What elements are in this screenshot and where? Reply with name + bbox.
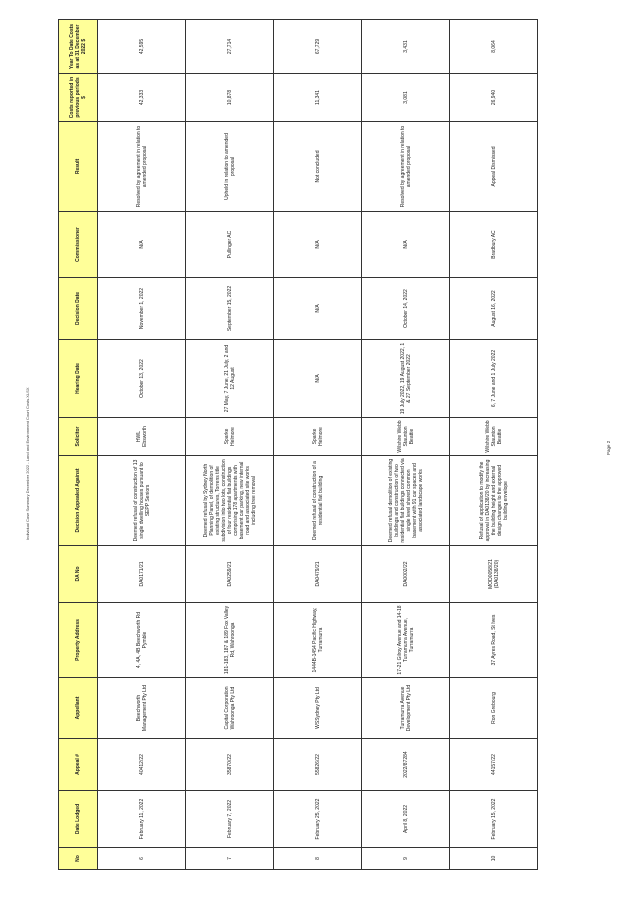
table-cell: Wilshire Webb Staunton Beattie	[362, 418, 450, 456]
table-cell: Pullinger AC	[186, 212, 274, 278]
table-cell: 35870/22	[186, 739, 274, 791]
column-header: Appellant	[59, 678, 98, 739]
table-cell: N/A	[274, 340, 362, 418]
column-header: No	[59, 848, 98, 870]
table-row	[274, 20, 362, 870]
table-cell: 27 May, 7 June, 21 July, 2 and 12 August	[186, 340, 274, 418]
table-cell: Deemed refusal of construction of 13 single dwelling houses pursuant to SEPP Seniors	[98, 456, 186, 546]
table-cell: 2022/87284	[362, 739, 450, 791]
table-cell: 40412/22	[98, 739, 186, 791]
table-cell: 4, 4A, 4B Beechworth Rd Pymble	[98, 603, 186, 678]
column-header: Costs reported in previous periods $	[59, 74, 98, 122]
table-cell: 11,341	[274, 74, 362, 122]
table-cell: DA0479/21	[274, 546, 362, 603]
column-header: Hearing Date	[59, 340, 98, 418]
rotated-table-container	[58, 19, 538, 870]
table-cell: 67,729	[274, 20, 362, 74]
table-cell: Sparke Helmore	[274, 418, 362, 456]
table-cell: 42,595	[98, 20, 186, 74]
table-cell: April 8, 2022	[362, 791, 450, 848]
table-cell: 9	[362, 848, 450, 870]
table-cell: 3,431	[362, 20, 450, 74]
table-header-row	[59, 20, 98, 870]
table-cell: 37 Ayres Road, St Ives	[450, 603, 538, 678]
table-cell: Resolved by agreement in relation to amended proposal	[98, 122, 186, 212]
table-row	[362, 20, 450, 870]
table-cell: 3,081	[362, 74, 450, 122]
table-row	[98, 20, 186, 870]
table-cell: Deemed refusal demolition of existing buildings and construction of two residential flat buildings connected via single level shared common basement with 91 car spaces and associated landscape works	[362, 456, 450, 546]
document-side-label: Individual Case Summary December 2022 - Land and Environment Court Costs.XLSX	[25, 387, 30, 540]
table-cell: Not concluded	[274, 122, 362, 212]
table-cell: October 13, 2022	[98, 340, 186, 418]
table-cell: DA0259/21	[186, 546, 274, 603]
table-cell: Deemed refusal by Sydney North Planning Panel, of demolition of existing structures, Torrens title subdivision into two lots, construction of four residential flat buildings comprising 178 apartments with basement car parking, new internal road and associated site works including tree removal	[186, 456, 274, 546]
column-header: Date Lodged	[59, 791, 98, 848]
table-cell: N/A	[274, 212, 362, 278]
table-row	[450, 20, 538, 870]
table-cell: 26,940	[450, 74, 538, 122]
table-cell: 55826/22	[274, 739, 362, 791]
table-cell: DA0002/22	[362, 546, 450, 603]
table-cell: Turramurra Avenue Development Pty Ltd	[362, 678, 450, 739]
table-cell: 27,714	[186, 20, 274, 74]
column-header: Year To Date Costs as at 31 December 2022 $	[59, 20, 98, 74]
table-cell: Appeal Dismissed	[450, 122, 538, 212]
table-cell: 7	[186, 848, 274, 870]
table-cell: 6	[98, 848, 186, 870]
table-cell: Deemed refusal of construction of a residential flat building	[274, 456, 362, 546]
column-header: Decision Date	[59, 278, 98, 340]
table-body	[98, 20, 538, 870]
table-row	[186, 20, 274, 870]
table-cell: N/A	[362, 212, 450, 278]
table-cell: 10,878	[186, 74, 274, 122]
table-cell: 42,333	[98, 74, 186, 122]
table-cell: 6, 7 June and 1 July 2022	[450, 340, 538, 418]
table-cell: 19 July 2022, 19 August 2022, 1 & 27 September 2022	[362, 340, 450, 418]
table-cell: Bradbury AC	[450, 212, 538, 278]
table-cell: Resolved by agreement in relation to amended proposal	[362, 122, 450, 212]
table-cell: August 16, 2022	[450, 278, 538, 340]
table-cell: Sparke Helmore	[186, 418, 274, 456]
table-cell: February 25, 2022	[274, 791, 362, 848]
table-cell: February 7, 2022	[186, 791, 274, 848]
table-cell: N/A	[98, 212, 186, 278]
case-summary-table	[58, 19, 538, 870]
column-header: Decision Appealed Against	[59, 456, 98, 546]
table-cell: 17-21 Gilroy Avenue and 14-18 Turramurra Avenue, Turramurra	[362, 603, 450, 678]
table-cell: Ron Grebourg	[450, 678, 538, 739]
table-cell: WSSydney Pty Ltd	[274, 678, 362, 739]
table-cell: Wilshire Webb Staunton Beattie	[450, 418, 538, 456]
table-cell: October 14, 2022	[362, 278, 450, 340]
table-cell: MOD0058/21 (DA0138/20)	[450, 546, 538, 603]
column-header: Result	[59, 122, 98, 212]
table-cell: 8,064	[450, 20, 538, 74]
table-cell: September 15, 2022	[186, 278, 274, 340]
table-cell: HWL Ebsworth	[98, 418, 186, 456]
column-header: Solicitor	[59, 418, 98, 456]
table-cell: 1444B-1454 Pacific Highway, Turramurra	[274, 603, 362, 678]
table-cell: Beechworth Management Pty Ltd	[98, 678, 186, 739]
table-cell: Upheld in relation to amended proposal	[186, 122, 274, 212]
column-header: Property Address	[59, 603, 98, 678]
page-number: Page 2	[606, 440, 611, 455]
table-cell: 44157/22	[450, 739, 538, 791]
table-cell: 8	[274, 848, 362, 870]
table-cell: 181-183, 187 & 189 Fox Valley Rd, Wahroonga	[186, 603, 274, 678]
column-header: Commissioner	[59, 212, 98, 278]
column-header: Appeal #	[59, 739, 98, 791]
table-cell: N/A	[274, 278, 362, 340]
table-cell: DA0171/21	[98, 546, 186, 603]
table-cell: Refusal of application to modify the approval in DA0138/20 by increasing the building height and external design changes to the approved building envelope	[450, 456, 538, 546]
table-cell: February 15, 2022	[450, 791, 538, 848]
table-cell: February 11, 2022	[98, 791, 186, 848]
table-cell: 10	[450, 848, 538, 870]
column-header: DA No	[59, 546, 98, 603]
table-cell: Capital Corporation Wahroonga Pty Ltd	[186, 678, 274, 739]
table-cell: November 1, 2022	[98, 278, 186, 340]
